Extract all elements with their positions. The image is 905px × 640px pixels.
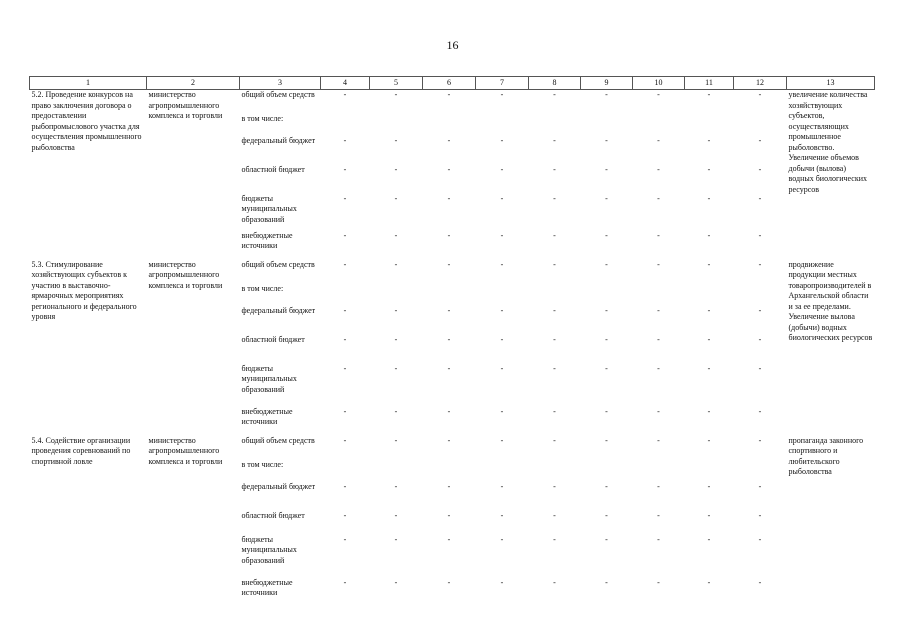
- table-body: [30, 90, 875, 602]
- header-col-2: 2: [147, 77, 240, 90]
- value-cell: [370, 114, 423, 136]
- value-cell: -: [657, 135, 660, 145]
- value-cell: [734, 114, 787, 136]
- value-cell: -: [707, 534, 711, 544]
- value-cell: -: [343, 305, 347, 315]
- value-cell: [685, 284, 734, 306]
- value-cell: -: [605, 435, 608, 445]
- value-cell: -: [447, 135, 451, 145]
- value-cell: [529, 284, 581, 306]
- value-cell: -: [657, 305, 660, 315]
- value-cell: -: [500, 481, 504, 491]
- value-cell: [423, 460, 476, 482]
- value-cell: -: [605, 230, 608, 240]
- value-cell: -: [447, 334, 451, 344]
- value-cell: -: [447, 481, 451, 491]
- value-cell: -: [605, 363, 608, 373]
- value-cell: -: [657, 259, 660, 269]
- funding-source-label: внебюджетные источники: [241, 230, 293, 250]
- value-cell: [734, 460, 787, 482]
- value-cell: -: [553, 435, 556, 445]
- value-cell: -: [553, 577, 556, 587]
- value-cell: [476, 284, 529, 306]
- value-cell: -: [758, 510, 762, 520]
- value-cell: [423, 114, 476, 136]
- value-cell: [321, 114, 370, 136]
- value-cell: -: [447, 164, 451, 174]
- value-cell: -: [553, 164, 556, 174]
- value-cell: -: [447, 230, 451, 240]
- value-cell: -: [394, 305, 398, 315]
- executor: министерство агропромышленного комплекса и торговли: [148, 259, 223, 290]
- expected-result: увеличение количества хозяйствующих субъектов, осуществляющих промышленное рыболовство. Увеличение объемов добычи (вылова) водных биологических ресурсов: [788, 90, 868, 194]
- value-cell: -: [707, 230, 711, 240]
- value-cell: -: [605, 135, 608, 145]
- value-cell: -: [394, 481, 398, 491]
- value-cell: -: [500, 193, 504, 203]
- value-cell: -: [500, 363, 504, 373]
- value-cell: -: [500, 164, 504, 174]
- value-cell: -: [447, 305, 451, 315]
- value-cell: -: [758, 534, 762, 544]
- value-cell: -: [707, 363, 711, 373]
- value-cell: -: [707, 90, 711, 99]
- value-cell: [370, 460, 423, 482]
- value-cell: [633, 284, 685, 306]
- value-cell: -: [657, 577, 660, 587]
- funding-source-label: в том числе:: [241, 113, 284, 123]
- value-cell: -: [758, 164, 762, 174]
- value-cell: -: [605, 534, 608, 544]
- value-cell: -: [394, 406, 398, 416]
- value-cell: -: [553, 135, 556, 145]
- funding-source-label: федеральный бюджет: [241, 135, 316, 145]
- header-col-13: 13: [787, 77, 875, 90]
- value-cell: -: [500, 135, 504, 145]
- value-cell: -: [343, 406, 347, 416]
- value-cell: -: [394, 193, 398, 203]
- value-cell: -: [605, 406, 608, 416]
- value-cell: -: [447, 406, 451, 416]
- header-col-1: 1: [30, 77, 147, 90]
- value-cell: -: [394, 577, 398, 587]
- value-cell: -: [605, 259, 608, 269]
- value-cell: [685, 460, 734, 482]
- value-cell: -: [394, 230, 398, 240]
- value-cell: -: [343, 577, 347, 587]
- value-cell: -: [500, 534, 504, 544]
- header-col-7: 7: [476, 77, 529, 90]
- funding-source-label: федеральный бюджет: [241, 305, 316, 315]
- value-cell: -: [343, 534, 347, 544]
- value-cell: -: [707, 481, 711, 491]
- value-cell: -: [605, 90, 608, 99]
- value-cell: -: [447, 193, 451, 203]
- header-col-8: 8: [529, 77, 581, 90]
- value-cell: [581, 460, 633, 482]
- value-cell: -: [394, 259, 398, 269]
- value-cell: [633, 114, 685, 136]
- value-cell: -: [343, 259, 347, 269]
- header-row: [30, 77, 875, 90]
- header-col-4: 4: [321, 77, 370, 90]
- value-cell: -: [707, 259, 711, 269]
- value-cell: -: [707, 305, 711, 315]
- header-col-5: 5: [370, 77, 423, 90]
- value-cell: -: [447, 577, 451, 587]
- funding-source-label: общий объем средств: [241, 435, 315, 445]
- value-cell: -: [758, 577, 762, 587]
- value-cell: -: [605, 193, 608, 203]
- value-cell: -: [394, 90, 398, 99]
- value-cell: -: [605, 481, 608, 491]
- value-cell: -: [758, 363, 762, 373]
- value-cell: -: [657, 334, 660, 344]
- value-cell: -: [394, 534, 398, 544]
- value-cell: [476, 114, 529, 136]
- funding-source-label: бюджеты муниципальных образований: [241, 534, 297, 565]
- header-col-11: 11: [685, 77, 734, 90]
- value-cell: -: [394, 164, 398, 174]
- value-cell: -: [758, 90, 762, 99]
- value-cell: -: [707, 135, 711, 145]
- value-cell: -: [758, 230, 762, 240]
- value-cell: -: [553, 406, 556, 416]
- value-cell: [581, 284, 633, 306]
- value-cell: -: [447, 259, 451, 269]
- value-cell: -: [553, 363, 556, 373]
- funding-source-label: областной бюджет: [241, 164, 305, 174]
- value-cell: -: [343, 481, 347, 491]
- measure-title: 5.4. Содействие организации проведения соревнований по спортивной ловле: [31, 435, 131, 466]
- value-cell: -: [758, 481, 762, 491]
- header-col-3: 3: [240, 77, 321, 90]
- measure-title: 5.2. Проведение конкурсов на право заключения договора о предоставлении рыбопромыслового участка для осуществления промышленного рыболовства: [31, 90, 142, 152]
- value-cell: [476, 460, 529, 482]
- value-cell: -: [343, 193, 347, 203]
- value-cell: [423, 284, 476, 306]
- value-cell: -: [553, 334, 556, 344]
- value-cell: [581, 114, 633, 136]
- value-cell: -: [500, 90, 504, 99]
- funding-source-label: общий объем средств: [241, 259, 315, 269]
- value-cell: -: [343, 90, 347, 99]
- funding-source-label: общий объем средств: [241, 90, 315, 99]
- value-cell: -: [447, 510, 451, 520]
- value-cell: -: [500, 230, 504, 240]
- table-row: [30, 436, 875, 460]
- funding-source-label: внебюджетные источники: [241, 577, 293, 597]
- value-cell: -: [657, 90, 660, 99]
- value-cell: -: [758, 305, 762, 315]
- value-cell: -: [447, 534, 451, 544]
- measure-title: 5.3. Стимулирование хозяйствующих субъектов к участию в выставочно-ярмарочных мероприятиях регионального и федерального уровня: [31, 259, 137, 321]
- value-cell: -: [657, 230, 660, 240]
- value-cell: -: [553, 481, 556, 491]
- expected-result: продвижение продукции местных товаропроизводителей в Архангельской области и за ее пределами. Увеличение вылова (добычи) водных биологических ресурсов: [788, 259, 873, 342]
- value-cell: -: [500, 577, 504, 587]
- value-cell: -: [707, 435, 711, 445]
- value-cell: [734, 284, 787, 306]
- value-cell: -: [605, 510, 608, 520]
- value-cell: -: [707, 164, 711, 174]
- funding-source-label: внебюджетные источники: [241, 406, 293, 426]
- value-cell: -: [447, 435, 451, 445]
- value-cell: -: [394, 363, 398, 373]
- value-cell: -: [707, 577, 711, 587]
- value-cell: -: [707, 510, 711, 520]
- value-cell: -: [657, 534, 660, 544]
- funding-source-label: федеральный бюджет: [241, 481, 316, 491]
- value-cell: -: [758, 406, 762, 416]
- value-cell: -: [500, 510, 504, 520]
- value-cell: -: [657, 406, 660, 416]
- funding-source-label: областной бюджет: [241, 510, 305, 520]
- value-cell: -: [758, 334, 762, 344]
- value-cell: -: [343, 510, 347, 520]
- table-row: [30, 90, 875, 114]
- table-row: [30, 260, 875, 284]
- value-cell: -: [500, 435, 504, 445]
- funding-source-label: бюджеты муниципальных образований: [241, 363, 297, 394]
- value-cell: [370, 284, 423, 306]
- value-cell: -: [553, 230, 556, 240]
- header-col-9: 9: [581, 77, 633, 90]
- page-number: 16: [446, 38, 459, 52]
- value-cell: -: [394, 135, 398, 145]
- value-cell: [685, 114, 734, 136]
- value-cell: -: [553, 534, 556, 544]
- value-cell: -: [707, 334, 711, 344]
- value-cell: -: [343, 135, 347, 145]
- value-cell: -: [605, 305, 608, 315]
- value-cell: -: [343, 230, 347, 240]
- value-cell: -: [394, 510, 398, 520]
- value-cell: -: [657, 363, 660, 373]
- value-cell: -: [605, 164, 608, 174]
- value-cell: -: [605, 577, 608, 587]
- value-cell: [321, 284, 370, 306]
- value-cell: -: [343, 363, 347, 373]
- value-cell: -: [553, 510, 556, 520]
- value-cell: -: [553, 193, 556, 203]
- value-cell: -: [500, 406, 504, 416]
- value-cell: -: [707, 193, 711, 203]
- value-cell: -: [500, 305, 504, 315]
- value-cell: [321, 460, 370, 482]
- value-cell: -: [758, 435, 762, 445]
- value-cell: -: [394, 435, 398, 445]
- header-col-6: 6: [423, 77, 476, 90]
- value-cell: -: [605, 334, 608, 344]
- value-cell: -: [758, 193, 762, 203]
- value-cell: -: [657, 510, 660, 520]
- funding-source-label: областной бюджет: [241, 334, 305, 344]
- value-cell: -: [758, 259, 762, 269]
- value-cell: -: [553, 305, 556, 315]
- value-cell: -: [500, 334, 504, 344]
- header-col-12: 12: [734, 77, 787, 90]
- value-cell: -: [343, 435, 347, 445]
- value-cell: -: [707, 406, 711, 416]
- value-cell: -: [657, 164, 660, 174]
- executor: министерство агропромышленного комплекса и торговли: [148, 435, 223, 466]
- value-cell: [529, 114, 581, 136]
- value-cell: -: [447, 363, 451, 373]
- value-cell: -: [500, 259, 504, 269]
- funding-source-label: в том числе:: [241, 459, 284, 469]
- value-cell: [529, 460, 581, 482]
- funding-source-label: в том числе:: [241, 283, 284, 293]
- program-table: [29, 76, 875, 602]
- funding-source-label: бюджеты муниципальных образований: [241, 193, 297, 224]
- expected-result: пропаганда законного спортивного и любительского рыболовства: [788, 435, 864, 476]
- value-cell: -: [553, 90, 556, 99]
- value-cell: -: [758, 135, 762, 145]
- value-cell: [633, 460, 685, 482]
- header-col-10: 10: [633, 77, 685, 90]
- value-cell: -: [657, 435, 660, 445]
- value-cell: -: [394, 334, 398, 344]
- value-cell: -: [447, 90, 451, 99]
- value-cell: -: [657, 193, 660, 203]
- value-cell: -: [343, 164, 347, 174]
- value-cell: -: [553, 259, 556, 269]
- executor: министерство агропромышленного комплекса и торговли: [148, 90, 223, 120]
- value-cell: -: [657, 481, 660, 491]
- value-cell: -: [343, 334, 347, 344]
